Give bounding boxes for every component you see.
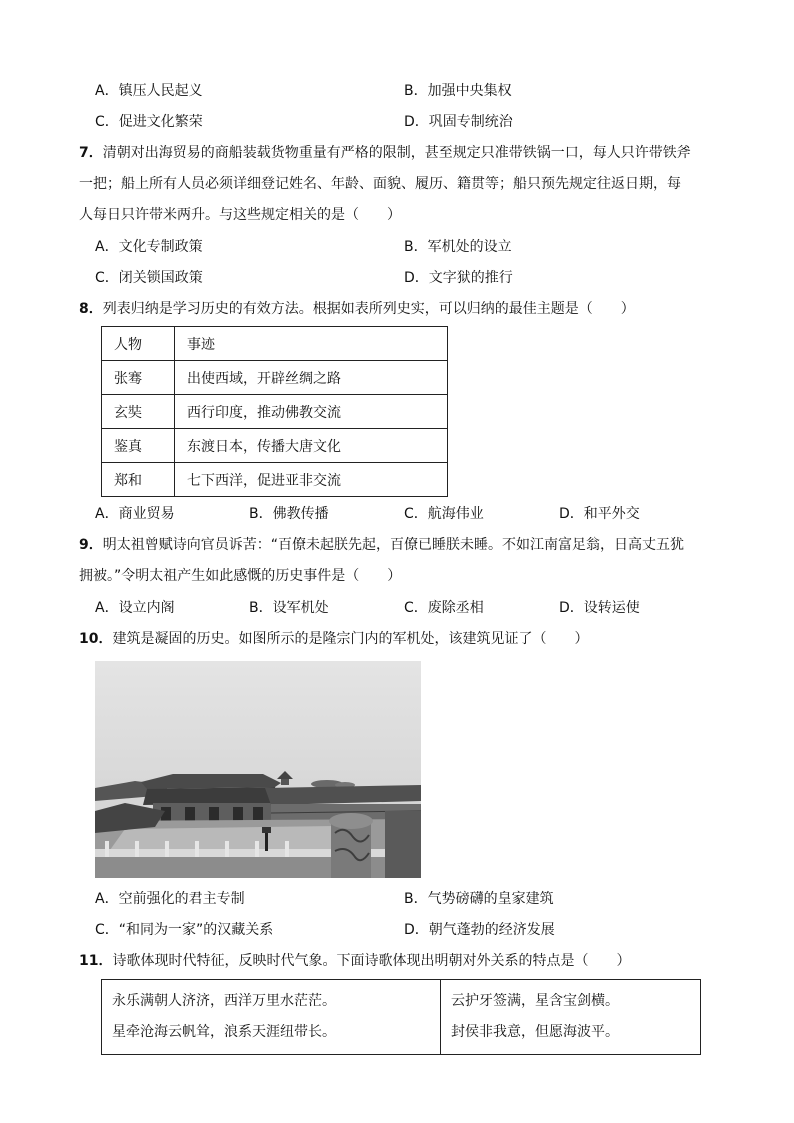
q10-option-b: B．气势磅礴的皇家建筑 <box>404 891 554 907</box>
q11-poem-table <box>101 979 701 1055</box>
q7-option-a: A．文化专制政策 <box>95 239 203 255</box>
q8-stem <box>79 299 635 319</box>
q6-option-b: B．加强中央集权 <box>404 83 512 99</box>
q10-number: 10． <box>79 631 113 647</box>
q7-option-c: C．闭关锁国政策 <box>95 270 203 286</box>
q9-option-d: D．设转运使 <box>559 600 640 616</box>
table-row <box>102 395 448 429</box>
q8-option-a: A．商业贸易 <box>95 506 175 522</box>
poem-left-line-1: 永乐满朝人济济，西洋万里水茫茫。 <box>112 993 336 1009</box>
q8-option-c: C．航海伟业 <box>404 506 484 522</box>
table-cell-person: 郑和 <box>102 463 175 497</box>
q9-stem-line-1 <box>79 535 684 555</box>
table-cell-deeds: 出使西域，开辟丝绸之路 <box>175 361 448 395</box>
table-cell-person: 张骞 <box>102 361 175 395</box>
q8-stem-text: 列表归纳是学习历史的有效方法。根据如表所列史实，可以归纳的最佳主题是（ ） <box>102 301 635 317</box>
q10-option-c: C．“和同为一家”的汉藏关系 <box>95 922 274 938</box>
table-header-row <box>102 327 448 361</box>
q10-stem <box>79 629 588 649</box>
q9-stem-text-1: 明太祖曾赋诗向官员诉苦：“百僚未起朕先起，百僚已睡朕未睡。不如江南富足翁，日高丈五犹 <box>102 537 685 553</box>
table-header-deeds: 事迹 <box>175 327 448 361</box>
poem-left-cell <box>102 980 441 1055</box>
q11-stem <box>79 951 630 971</box>
q11-stem-text: 诗歌体现时代特征，反映时代气象。下面诗歌体现出明朝对外关系的特点是（ ） <box>112 953 631 969</box>
q11-number: 11． <box>79 953 113 969</box>
q10-stem-text: 建筑是凝固的历史。如图所示的是隆宗门内的军机处，该建筑见证了（ ） <box>112 631 589 647</box>
q6-option-c: C．促进文化繁荣 <box>95 114 203 130</box>
q7-option-b: B．军机处的设立 <box>404 239 512 255</box>
poem-left-line-2: 星牵沧海云帆耸，浪系天涯纽带长。 <box>112 1024 336 1040</box>
q8-table <box>101 326 448 497</box>
q9-number: 9． <box>79 537 103 553</box>
q6-option-a: A．镇压人民起义 <box>95 83 203 99</box>
poem-right-line-1: 云护牙签满，星含宝剑横。 <box>451 993 619 1009</box>
poem-right-line-2: 封侯非我意，但愿海波平。 <box>451 1024 619 1040</box>
table-cell-deeds: 东渡日本，传播大唐文化 <box>175 429 448 463</box>
table-cell-person: 玄奘 <box>102 395 175 429</box>
table-cell-deeds: 西行印度，推动佛教交流 <box>175 395 448 429</box>
q8-number: 8． <box>79 301 103 317</box>
q10-option-d: D．朝气蓬勃的经济发展 <box>404 922 555 938</box>
poem-right-cell <box>441 980 701 1055</box>
table-row <box>102 463 448 497</box>
q7-stem-line-3: 人每日只许带米两升。与这些规定相关的是（ ） <box>79 207 401 223</box>
q7-stem-line-1 <box>79 143 691 163</box>
q8-option-d: D．和平外交 <box>559 506 640 522</box>
table-cell-person: 鉴真 <box>102 429 175 463</box>
table-row <box>102 429 448 463</box>
q7-stem-line-2: 一把；船上所有人员必须详细登记姓名、年龄、面貌、履历、籍贯等；船只预先规定往返日期，每 <box>79 176 681 192</box>
table-header-person: 人物 <box>102 327 175 361</box>
q6-option-d: D．巩固专制统治 <box>404 114 513 130</box>
q10-option-a: A．空前强化的君主专制 <box>95 891 245 907</box>
q8-option-b: B．佛教传播 <box>249 506 329 522</box>
q9-option-c: C．废除丞相 <box>404 600 484 616</box>
table-cell-deeds: 七下西洋，促进亚非交流 <box>175 463 448 497</box>
q9-option-a: A．设立内阁 <box>95 600 175 616</box>
q9-stem-line-2: 拥被。”令明太祖产生如此感慨的历史事件是（ ） <box>79 568 402 584</box>
table-row <box>102 361 448 395</box>
q7-option-d: D．文字狱的推行 <box>404 270 513 286</box>
q9-option-b: B．设军机处 <box>249 600 329 616</box>
grand-council-photo <box>95 661 421 878</box>
q7-stem-text-1: 清朝对出海贸易的商船装载货物重量有严格的限制，甚至规定只准带铁锅一口，每人只许带铁斧 <box>102 145 691 161</box>
q7-number: 7． <box>79 145 103 161</box>
